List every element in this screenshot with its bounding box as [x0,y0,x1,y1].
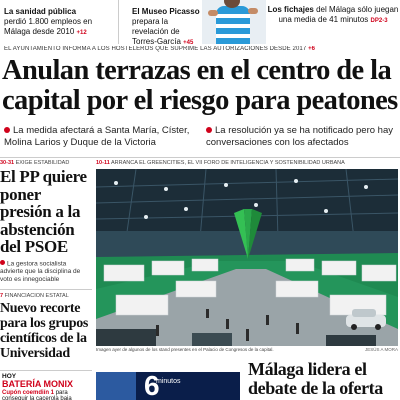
left-story2-label [0,293,92,299]
teaser-page-ref: DP2-3 [370,18,388,24]
main-bullet-1 [4,125,204,155]
teaser-text: prepara la revelación de Torres-García [132,17,181,46]
top-teasers [0,0,400,44]
left-story2-headline[interactable]: Nuevo recorte para los grupos científicos de la Universidad [0,301,89,361]
teaser-headline: Los fichajes [267,5,314,14]
teaser-page-ref: +45 [183,40,194,46]
football-player-photo [202,0,266,44]
left-column [0,160,92,400]
right-story-headline-line-1: Málaga lidera el [248,359,367,379]
teaser-page-ref: +12 [76,30,87,36]
teaser-text: del Málaga sólo juegan una media de 41 minutos [278,5,399,24]
bullet-text: La resolución ya se ha notificado pero hay conversaciones con los afectados [206,125,393,148]
ad-coupon-line [2,390,92,400]
kicker-text: EL AYUNTAMIENTO INFORMA A LOS HOSTELEROS QUE SUPRIME LAS AUTORIZACIONES DESDE 2017 [4,46,307,52]
expo-hall-photo[interactable] [96,169,398,346]
bullet-text: La medida afectará a Santa María, Císter, Molina Larios y Duque de la Victoria [4,125,190,148]
ad-brand-title: BATERÍA MONIX [2,379,73,389]
right-story-headline[interactable] [248,360,400,398]
main-headline-line-1: Anulan terrazas en el centro de la [2,55,392,86]
bullet-dot-icon [0,260,5,265]
ad-coupon-label: Cupón coemdiín 1 [2,390,55,396]
bullet-dot-icon [206,127,212,133]
photo-caption [96,347,398,352]
bullet-text: La gestora socialista advierte que la disciplina de voto es innegociable [0,260,81,283]
right-story-headline-line-2: debate de la oferta [248,378,383,398]
mini-ad-number: 6 [144,372,160,400]
kicker-page-ref: +6 [308,46,316,52]
left-story-headline[interactable]: El PP quiere poner presión a la abstención del PSOE [0,167,87,256]
promo-ad-monix[interactable] [0,370,92,400]
right-story-label [96,160,396,166]
promo-ad-minutos[interactable] [96,372,240,400]
teaser-headline: El Museo Picasso [132,7,200,16]
teaser-text: perdió 1.800 empleos en Málaga desde 2010 [4,17,93,36]
ad-hoy-label: HOY [2,373,17,380]
teaser-museum[interactable] [118,0,202,44]
mini-ad-label: minutos [156,378,181,385]
left-story2-label-text: FINANCIACIÓN ESTATAL [4,293,69,299]
expo-hall-illustration [96,169,398,346]
section-divider [0,157,400,158]
teaser-football[interactable] [202,0,400,44]
main-headline[interactable] [2,56,400,116]
left-story-label [0,160,92,166]
right-story-label-text: ARRANCA EL GREENCITIES, EL VII FORO DE INTELIGENCIA Y SOSTENIBILIDAD URBANA [111,160,345,166]
left-story-label-text: EXIGE ESTABILIDAD [15,160,70,166]
main-kicker [4,46,396,52]
ad-coupon-text: para conseguir la cacerola baja [2,390,72,400]
left-story2-page-num: 7 [0,293,4,299]
right-story-page-num: 10-11 [96,160,110,166]
bullet-dot-icon [4,127,10,133]
right-column [96,160,400,166]
teaser-headline: La sanidad pública [4,7,77,16]
caption-text: Imagen ayer de algunos de los stand presentes en el Palacio de Congresos de la capital. [96,347,274,352]
main-bullet-2 [206,125,398,155]
teaser-health[interactable] [0,0,118,44]
story-divider [0,289,92,290]
left-story-bullet [0,260,92,285]
photo-credit: JESÚS A MORA [364,347,398,352]
left-story-page-num: 30-31 [0,160,15,166]
main-headline-line-2: capital por el riesgo para peatones [2,85,398,116]
